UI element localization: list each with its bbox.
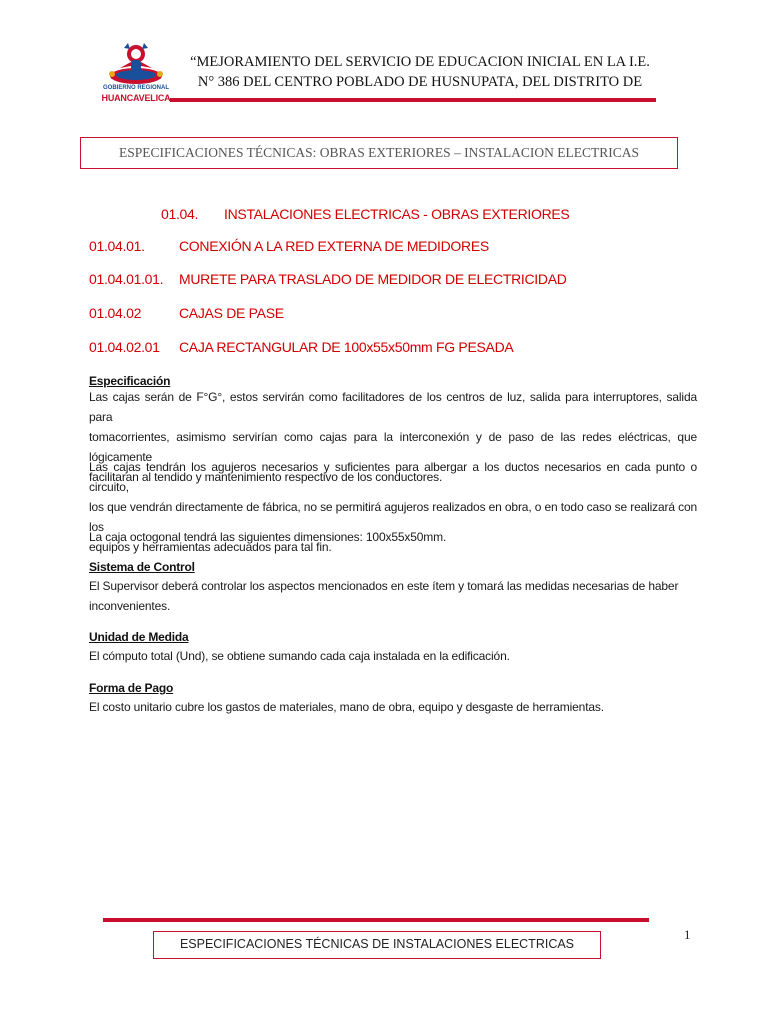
logo-emblem-icon	[98, 40, 174, 88]
heading-01-04-01	[89, 238, 569, 256]
unidad-paragraph: El cómputo total (Und), se obtiene sumando cada caja instalada en la edificación.	[89, 649, 510, 663]
project-title-line2: N° 386 DEL CENTRO POBLADO DE HUSNUPATA, DEL DISTRITO DE	[197, 74, 643, 90]
heading-code: 01.04.01.01.	[89, 271, 164, 287]
heading-text: MURETE PARA TRASLADO DE MEDIDOR DE ELECTRICIDAD	[179, 271, 567, 287]
heading-code: 01.04.	[161, 206, 199, 222]
footer-label-box: ESPECIFICACIONES TÉCNICAS DE INSTALACIONES ELECTRICAS	[153, 931, 601, 959]
header-divider	[170, 98, 656, 102]
heading-01-04-01-01	[89, 271, 569, 289]
page-number: 1	[684, 927, 691, 942]
especificacion-title: Especificación	[89, 374, 171, 388]
text-line: inconvenientes.	[89, 599, 171, 613]
heading-code: 01.04.02	[89, 305, 142, 321]
heading-text: CAJAS DE PASE	[179, 305, 284, 321]
text-line: equipos y herramientas adecuados para tal fin.	[89, 540, 332, 554]
project-title-line1: “MEJORAMIENTO DEL SERVICIO DE EDUCACION INICIAL EN LA I.E.	[190, 54, 650, 70]
heading-text: INSTALACIONES ELECTRICAS - OBRAS EXTERIORES	[224, 206, 570, 222]
text-line: El Supervisor deberá controlar los aspectos mencionados en este ítem y tomará las medidas necesarias de haber	[89, 579, 679, 593]
text-line: los que vendrán directamente de fábrica, no se permitirá agujeros realizados en obra, o en todo caso se realizará con los	[89, 500, 697, 534]
logo-line2: HUANCAVELICA	[101, 93, 171, 103]
heading-text: CAJA RECTANGULAR DE 100x55x50mm FG PESADA	[179, 339, 514, 355]
text-line: Las cajas serán de F°G°, estos servirán como facilitadores de los centros de luz, salida para interruptores, salida para	[89, 390, 697, 424]
unidad-title: Unidad de Medida	[89, 630, 189, 644]
text-line: facilitaran al tendido y mantenimiento respectivo de los conductores.	[89, 470, 443, 484]
logo-line1: GOBIERNO REGIONAL	[102, 85, 169, 91]
especificacion-paragraph-3: La caja octogonal tendrá las siguientes dimensiones: 100x55x50mm.	[89, 530, 447, 544]
heading-text: CONEXIÓN A LA RED EXTERNA DE MEDIDORES	[179, 238, 489, 254]
heading-01-04	[161, 206, 581, 224]
heading-code: 01.04.02.01	[89, 339, 160, 355]
control-paragraph	[89, 576, 697, 616]
pago-paragraph: El costo unitario cubre los gastos de materiales, mano de obra, equipo y desgaste de herramientas.	[89, 700, 604, 714]
project-title	[190, 52, 650, 92]
section-title-box: ESPECIFICACIONES TÉCNICAS: OBRAS EXTERIORES – INSTALACION ELECTRICAS	[80, 137, 678, 169]
text-line: Las cajas tendrán los agujeros necesarios y suficientes para albergar a los ductos necesarios en cada punto o circuito,	[89, 460, 697, 494]
footer-divider	[103, 918, 649, 922]
heading-code: 01.04.01.	[89, 238, 145, 254]
control-title: Sistema de Control	[89, 560, 195, 574]
text-line: tomacorrientes, asimismo servirían como cajas para la interconexión y de paso de las redes eléctricas, que lógicamente	[89, 430, 697, 464]
pago-title: Forma de Pago	[89, 681, 174, 695]
heading-01-04-02-01	[89, 339, 569, 357]
heading-01-04-02	[89, 305, 569, 323]
